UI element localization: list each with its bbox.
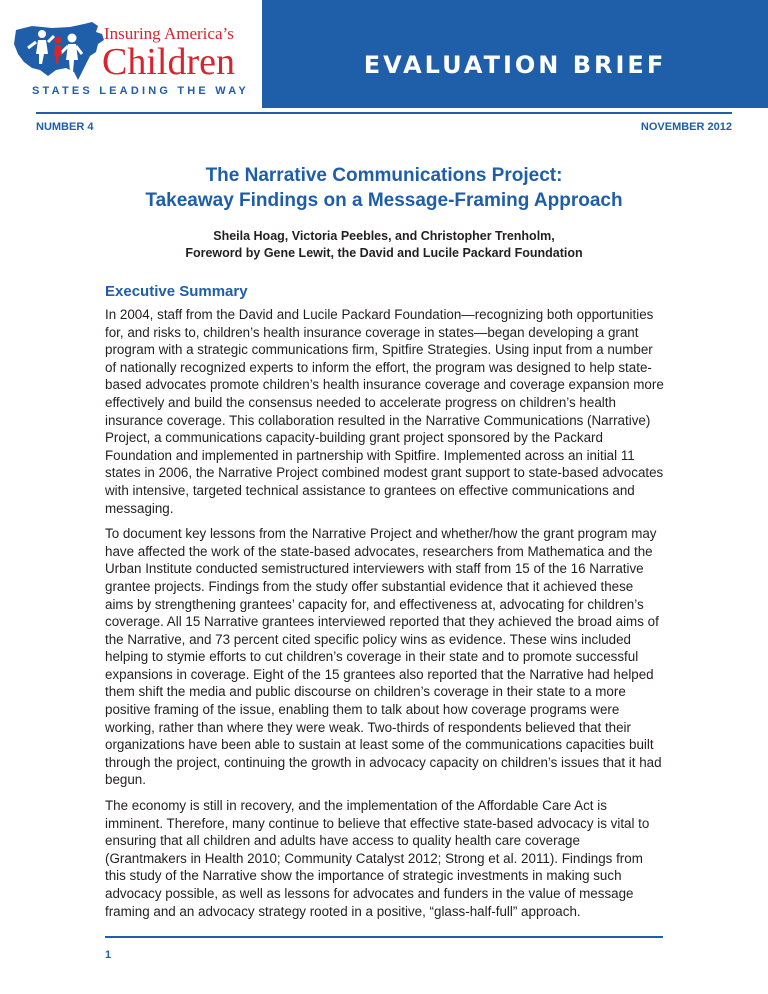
paragraph-3: The economy is still in recovery, and the implementation of the Affordable Care Act is imminent. Therefore, many continue to believe that effective state-based advocacy is vital to ensuring that all children and adults have access to quality health care coverage (Grantmakers in Health 2010; Community Catalyst 2012; Strong et al. 2011). Findings from this study of the Narrative show the importance of strategic investments in making such advocacy possible, as well as lessons for advocates and funders in the value of message framing and an advocacy strategy rooted in a positive, “glass-half-full” approach. [105, 798, 650, 919]
logo-line2: Children [102, 41, 235, 83]
paragraph-1: In 2004, staff from the David and Lucile Packard Foundation—recognizing both opportunities for, and risks to, children’s health insurance coverage in states—began developing a grant program with a strategic communications firm, Spitfire Strategies. Using input from a number of nationally recognized experts to inform the effort, the program was designed to help state-based advocates promote children’s health insurance coverage and coverage expansion more effectively and build the consensus needed to accelerate progress on children’s health insurance coverage. This collaboration resulted in the Narrative Communications (Narrative) Project, a communications capacity-building grant project sponsored by the Packard Foundation and implemented in partnership with Spitfire. Implemented across an initial 11 states in 2006, the Narrative Project combined modest grant support to state-based advocates with intensive, targeted technical assistance to grantees on effective communications and messaging. [105, 307, 664, 516]
banner [262, 0, 768, 108]
section-heading: Executive Summary [105, 283, 248, 300]
paragraph-2: To document key lessons from the Narrative Project and whether/how the grant program may have affected the work of the state-based advocates, researchers from Mathematica and the Urban Institute conducted semistructured interviewers with staff from 15 of the 16 Narrative grantee projects. Findings from the study offer substantial evidence that it achieved these aims by strengthening grantees’ capacity for, and effectiveness at, advocating for children’s coverage. All 15 Narrative grantees interviewed reported that they achieved the broad aims of the Narrative, and 73 percent cited specific policy wins as evidence. These wins included helping to stymie efforts to cut children’s coverage in their state and to promote successful expansions in coverage. Eight of the 15 grantees also reported that the Narrative had helped them shift the media and public discourse on children’s coverage in their state to a more positive framing of the issue, enabling them to talk about how coverage programs were working, rather than where they were weak. Two-thirds of respondents believed that their organizations have been able to sustain at least some of the communications capacities built through the project, continuing the growth in advocacy capacity on children’s issues that it had begun. [105, 526, 662, 788]
title-line1: The Narrative Communications Project: [205, 165, 563, 186]
logo-line1: Insuring America’s [104, 24, 234, 43]
logo-tagline: STATES LEADING THE WAY [32, 85, 249, 97]
page-number: 1 [105, 949, 112, 961]
banner-title: EVALUATION BRIEF [363, 51, 667, 79]
top-divider [36, 112, 732, 114]
authors [36, 228, 732, 262]
bottom-divider [105, 936, 663, 938]
logo [0, 0, 262, 108]
authors-line2: Foreword by Gene Lewit, the David and Lucile Packard Foundation [185, 246, 583, 260]
authors-line1: Sheila Hoag, Victoria Peebles, and Christopher Trenholm, [213, 229, 555, 243]
issue-number: NUMBER 4 [36, 121, 94, 133]
title-line2: Takeaway Findings on a Message-Framing Approach [145, 190, 623, 211]
body-text [105, 306, 665, 928]
document-title [36, 163, 732, 213]
us-map-children-icon [12, 20, 108, 82]
header [0, 0, 768, 108]
issue-date: NOVEMBER 2012 [640, 121, 732, 133]
